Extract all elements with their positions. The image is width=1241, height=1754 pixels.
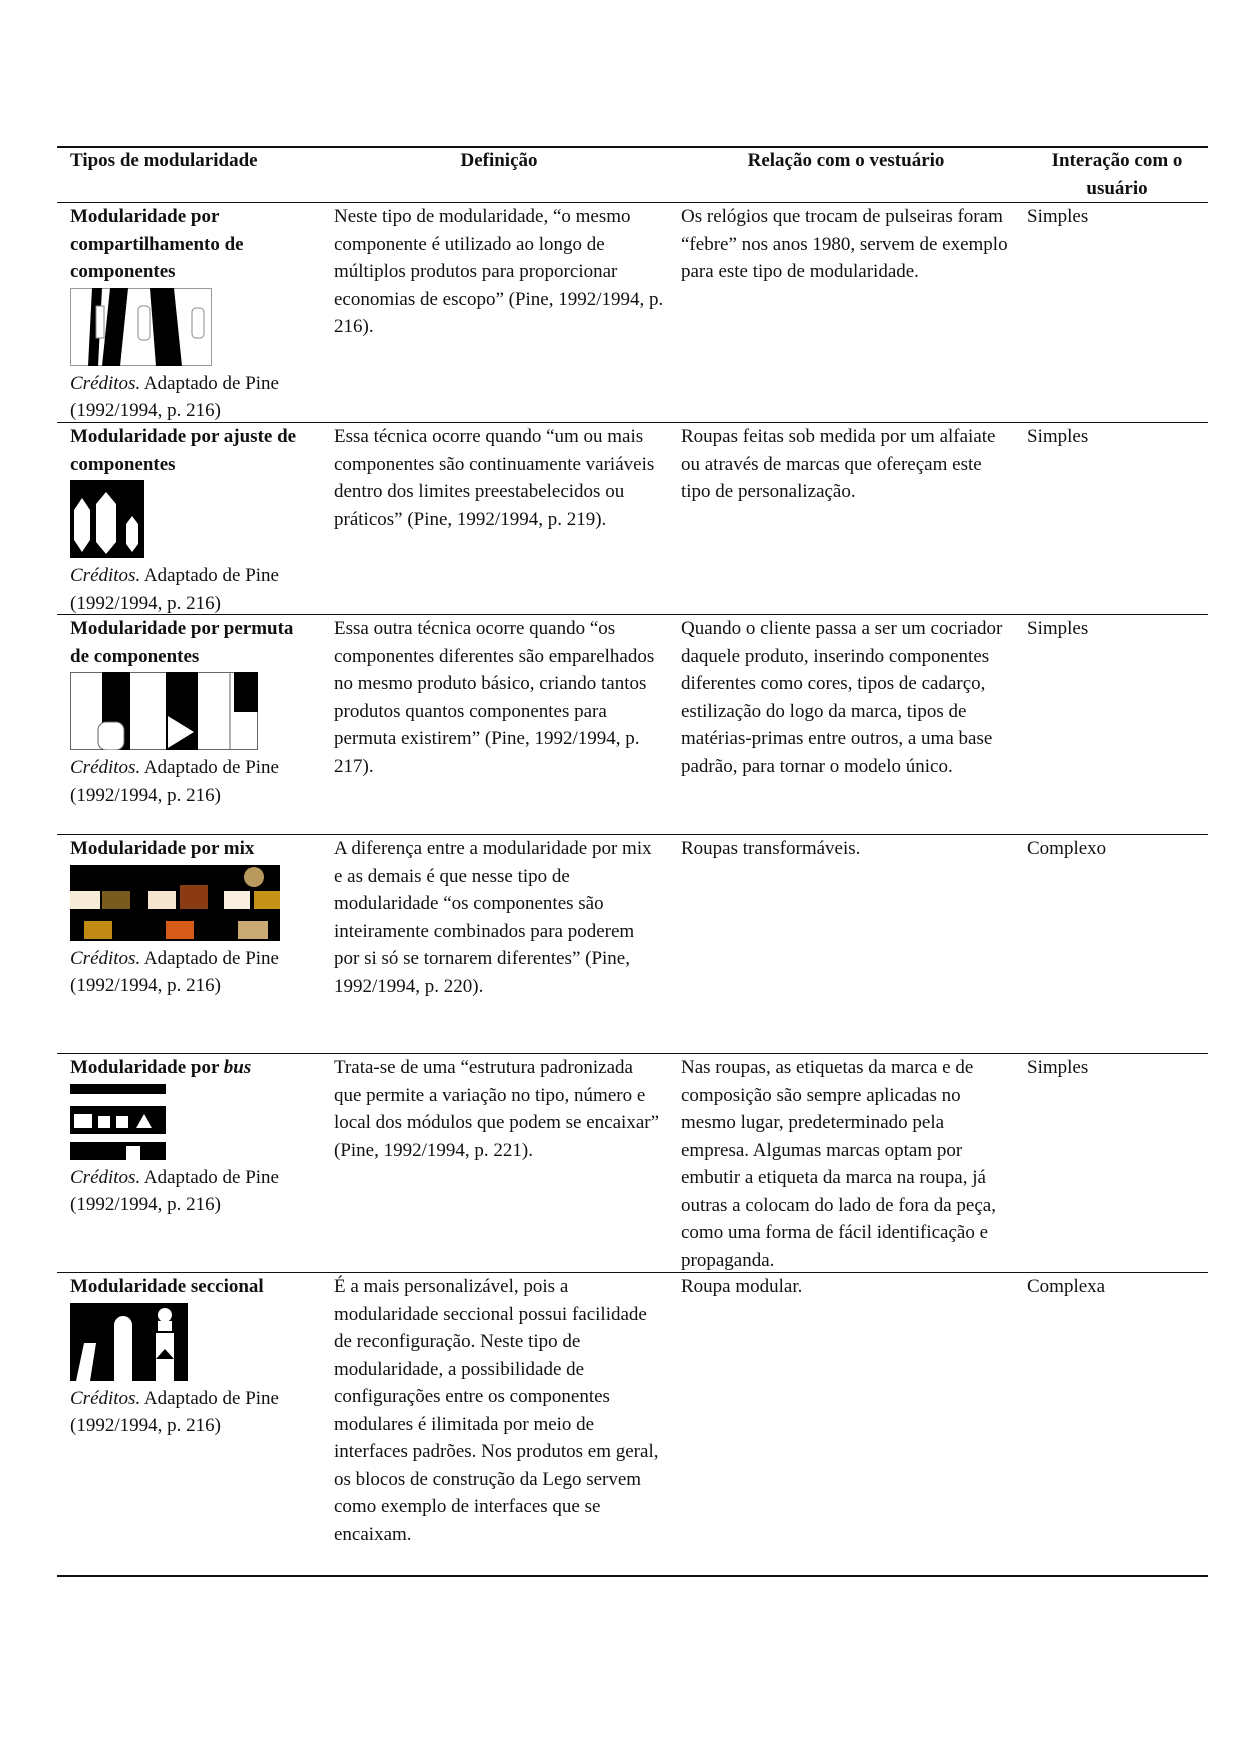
figure-credit — [70, 370, 310, 425]
credit-label: Créditos. — [70, 372, 141, 394]
interaction-cell: Simples — [1027, 426, 1089, 447]
interaction-cell: Simples — [1027, 618, 1089, 639]
definition-cell: É a mais personalizável, pois a modularidade seccional possui facilidade de reconfiguração. Neste tipo de modularidade, a possibilidade de configurações entre os componentes modulares é ilimitada por meio de interfaces padrões. Nos produtos em geral, os blocos de construção da Lego servem como exemplo de interfaces que se encaixam. — [334, 1276, 659, 1545]
credit-text: Adaptado de Pine (1992/1994, p. 216) — [70, 1387, 279, 1436]
definition-cell: A diferença entre a modularidade por mix e as demais é que nesse tipo de modularidade “os componentes são inteiramente combinados para poderem por si só se tornarem diferentes” (Pine, 1992/1994, p. 220). — [334, 838, 652, 997]
credit-label: Créditos. — [70, 1387, 141, 1409]
type-name-italic: bus — [223, 1057, 252, 1078]
shared-components-figure — [70, 288, 212, 366]
table-row-type-cell — [70, 1054, 310, 1219]
header-relation: Relação com o vestuário — [747, 150, 945, 171]
relation-cell: Nas roupas, as etiquetas da marca e de composição são sempre aplicadas no mesmo lugar, predeterminado pela empresa. Algumas marcas optam por embutir a etiqueta da marca na roupa, já outras a colocam do lado de fora da peça, como uma forma de fácil identificação e propaganda. — [681, 1057, 996, 1271]
credit-text: Adaptado de Pine (1992/1994, p. 216) — [70, 757, 279, 806]
credit-label: Créditos. — [70, 757, 141, 778]
sectional-components-figure — [70, 1303, 188, 1381]
header-interaction: Interação com o usuário — [1051, 150, 1183, 199]
table-bottom-rule — [57, 1575, 1208, 1577]
interaction-cell: Complexa — [1027, 1276, 1106, 1297]
type-name: Modularidade por permuta de componentes — [70, 618, 294, 667]
credit-label: Créditos. — [70, 565, 141, 586]
bus-components-figure — [70, 1084, 166, 1160]
definition-cell: Essa outra técnica ocorre quando “os componentes diferentes são emparelhados no mesmo produto básico, criando tantos produtos quantos componentes para permuta existirem” (Pine, 1992/1994, p. 217). — [334, 618, 655, 777]
type-name — [70, 1054, 310, 1082]
interaction-cell: Simples — [1027, 1057, 1089, 1078]
figure-credit — [70, 945, 310, 1000]
header-type: Tipos de modularidade — [70, 150, 258, 171]
type-name-prefix: Modularidade por — [70, 1057, 224, 1078]
credit-label: Créditos. — [70, 1166, 141, 1188]
relation-cell: Quando o cliente passa a ser um cocriador daquele produto, inserindo componentes diferentes como cores, tipos de cadarço, estilização do logo da marca, tipos de matérias-primas entre outros, a uma base padrão, para tornar o modelo único. — [681, 618, 1003, 777]
figure-credit — [70, 562, 310, 617]
relation-cell: Roupas feitas sob medida por um alfaiate ou através de marcas que ofereçam este tipo de personalização. — [681, 426, 996, 502]
table-row-type-cell — [70, 1273, 310, 1440]
swap-components-figure — [70, 672, 258, 750]
table-row-type-cell — [70, 615, 310, 809]
type-name: Modularidade por compartilhamento de componentes — [70, 206, 244, 282]
relation-cell: Os relógios que trocam de pulseiras foram “febre” nos anos 1980, servem de exemplo para este tipo de modularidade. — [681, 206, 1008, 282]
definition-cell: Essa técnica ocorre quando “um ou mais componentes são continuamente variáveis dentro dos limites preestabelecidos ou práticos” (Pine, 1992/1994, p. 219). — [334, 426, 655, 530]
type-name: Modularidade por ajuste de componentes — [70, 426, 297, 475]
interaction-cell: Complexo — [1027, 838, 1107, 859]
table-row-type-cell — [70, 835, 310, 1000]
relation-cell: Roupa modular. — [681, 1276, 803, 1297]
type-name: Modularidade por mix — [70, 838, 255, 859]
header-definition: Definição — [460, 150, 538, 171]
credit-text: Adaptado de Pine (1992/1994, p. 216) — [70, 947, 279, 996]
credit-text: Adaptado de Pine (1992/1994, p. 216) — [70, 565, 279, 614]
definition-cell: Neste tipo de modularidade, “o mesmo componente é utilizado ao longo de múltiplos produtos para proporcionar economias de escopo” (Pine, 1992/1994, p. 216). — [334, 206, 664, 337]
relation-cell: Roupas transformáveis. — [681, 838, 861, 859]
credit-label: Créditos. — [70, 947, 141, 969]
table-row-type-cell — [70, 423, 310, 617]
adjust-components-figure — [70, 480, 144, 558]
definition-cell: Trata-se de uma “estrutura padronizada que permite a variação no tipo, número e local dos módulos que podem se encaixar” (Pine, 1992/1994, p. 221). — [334, 1057, 660, 1161]
figure-credit — [70, 1385, 310, 1440]
figure-credit — [70, 754, 310, 809]
credit-text: Adaptado de Pine (1992/1994, p. 216) — [70, 372, 279, 421]
mix-components-figure — [70, 865, 280, 941]
figure-credit — [70, 1164, 310, 1219]
credit-text: Adaptado de Pine (1992/1994, p. 216) — [70, 1166, 279, 1215]
table-row-type-cell — [70, 203, 310, 425]
type-name: Modularidade seccional — [70, 1276, 264, 1297]
interaction-cell: Simples — [1027, 206, 1089, 227]
